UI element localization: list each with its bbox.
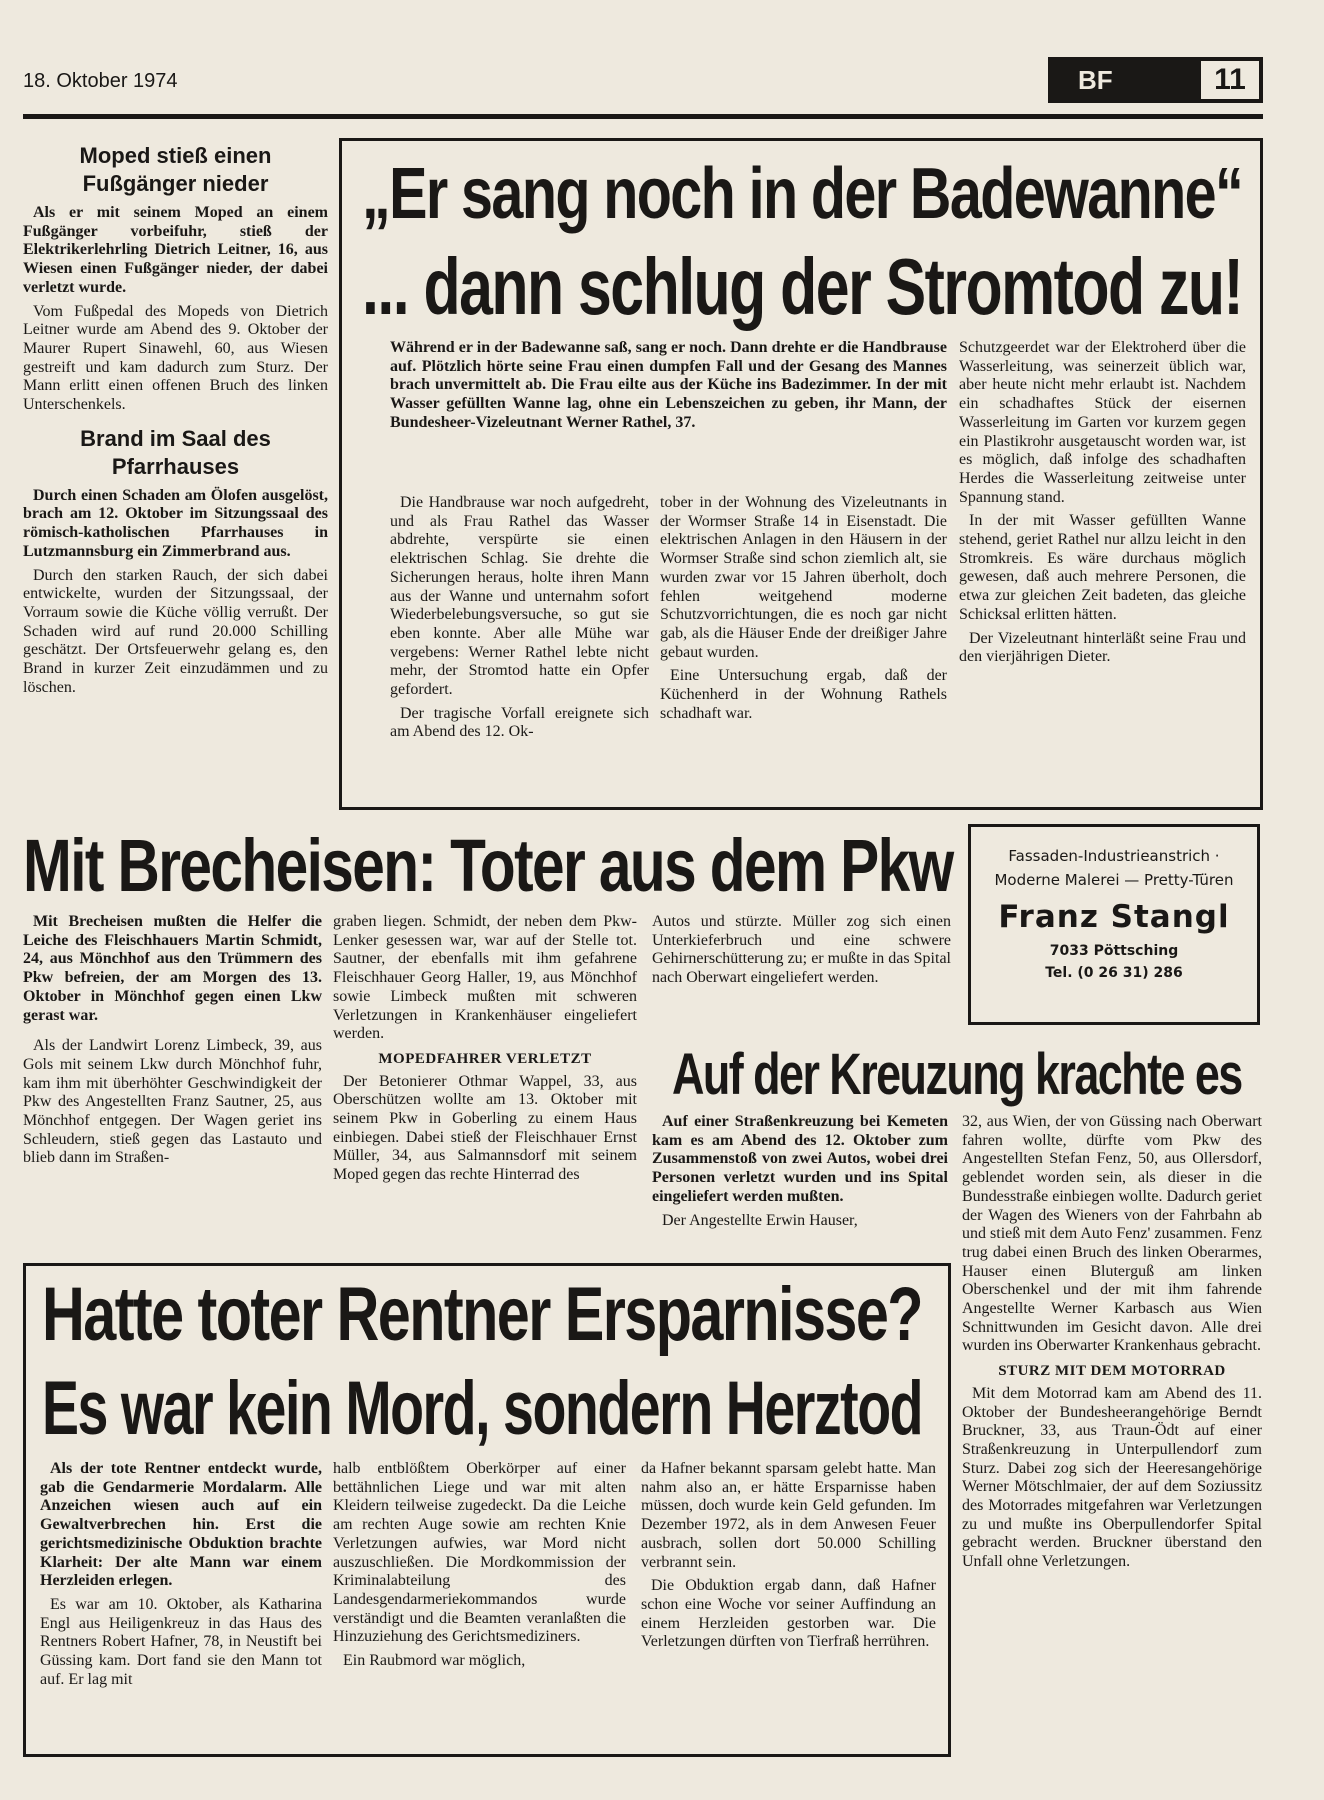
article-column: [962, 1113, 1262, 1572]
headline-line-1: [42, 1270, 922, 1360]
article-column: [40, 1460, 322, 1689]
paragraph: Der tragische Vorfall ereignete sich am Abend des 12. Ok-: [390, 704, 649, 741]
paragraph: da Hafner bekannt sparsam gelebt hatte. Man nahm also an, er hätte Ersparnisse haben müssen, doch wurde kein Geld gefunden. Im Dezember 1972, als in dem Anwesen Feuer ausbrach, sollen dort 50.000 Schilling verbrannt sein.: [641, 1460, 936, 1571]
article-column: [660, 494, 947, 723]
article-column: [23, 913, 322, 1168]
ad-address: 7033 Pöttsching: [1049, 943, 1179, 959]
paragraph: Die Handbrause war noch aufgedreht, und als Frau Rathel das Wasser abdrehte, verspürte sie einen elektrischen Schlag. Sie drehte die Sicherungen heraus, holte ihren Mann aus der Wanne und unternahm sofort Wiederbelebungsversuche, so gut sie eben konnte. Aber alle Mühe war vergebens: Werner Rathel lebte nicht mehr, der Stromtod hatte ein Opfer gefordert.: [390, 494, 649, 699]
paragraph: graben liegen. Schmidt, der neben dem Pkw-Lenker gesessen war, war auf der Stelle tot. Sautner, der ebenfalls mit ihm gefahrene Fleischhauer Georg Haller, 19, aus Mönchhof sowie Limbeck mußten mit schweren Verletzungen in Krankenhäuser eingeliefert werden.: [333, 913, 637, 1043]
article-lead: Als der tote Rentner entdeckt wurde, gab die Gendarmerie Mordalarm. Alle Anzeichen wiesen auch auf ein Gewaltverbrechen hin. Erst die gerichtsmedizinische Obduktion brachte Klarheit: Der alte Mann war einem Herzleiden erlegen.: [40, 1460, 322, 1590]
article-column: [333, 913, 637, 1185]
paragraph: Der Angestellte Erwin Hauser,: [662, 1211, 858, 1229]
paragraph: Die Obduktion ergab dann, daß Hafner schon eine Woche vor seiner Auffindung an einem Herzleiden gestorben war. Die Verletzungen dürften von Tierfraß herrühren.: [641, 1577, 936, 1651]
headline-text: Mit Brecheisen: Toter aus dem Pkw: [23, 824, 953, 907]
article-column: [959, 339, 1246, 667]
headline-text: Es war kein Mord, sondern Herztod: [42, 1366, 923, 1451]
left-column: [23, 138, 328, 697]
paragraph: Eine Untersuchung ergab, daß der Küchenherd in der Wohnung Rathels schadhaft war.: [660, 667, 947, 722]
ad-line: Fassaden-Industrieanstrich ·: [1008, 847, 1220, 865]
paragraph: Schutzgeerdet war der Elektroherd über die Wasserleitung, was seinerzeit üblich war, aber heute nicht mehr erlaubt ist. Nachdem ein schadhaftes Stück der eisernen Wasserleitung im Garten vor kurzem gegen ein Plastikrohr ausgetauscht worden war, ist es möglich, daß infolge des schadhaften Herdes die Wasserleitung zeitweise unter Spannung stand.: [959, 339, 1246, 506]
paragraph: 32, aus Wien, der von Güssing nach Oberwart fahren wollte, dürfte vom Pkw des Angestellten Stefan Fenz, 50, aus Ollersdorf, geblendet worden sein, als dieser in die Bundesstraße einbiegen wollte. Dadurch geriet der Wagen des Wieners von der Fahrbahn ab und stieß mit dem Auto Fenz' zusammen. Fenz trug dabei einen Bruch des linken Oberarmes, Hauser einen Bluterguß am linken Oberschenkel und der mit ihm fahrende Angestellte Werner Karbasch aus Wien Schnittwunden im Gesicht davon. Alle drei wurden ins Oberwarter Krankenhaus gebracht.: [962, 1113, 1262, 1355]
headline-kreuzung: [672, 1040, 1242, 1110]
section-label: BF: [1078, 65, 1113, 95]
article-body: Durch den starken Rauch, der sich dabei entwickelte, wurden der Sitzungssaal, der Vorraum sowie die Küche völlig verrußt. Der Schaden wird auf rund 20.000 Schilling geschätzt. Der Ortsfeuerwehr gelang es, den Brand in kurzer Zeit einzudämmen und zu löschen.: [23, 566, 328, 696]
article-lead: Mit Brecheisen mußten die Helfer die Leiche des Fleischhauers Martin Schmidt, 24, aus Mönchhof aus den Trümmern des Pkw befreien, der am Morgen des 13. Oktober in Mönchhof gegen einen Lkw gerast war.: [23, 913, 322, 1024]
subheading: STURZ MIT DEM MOTORRAD: [998, 1363, 1226, 1380]
paragraph: tober in der Wohnung des Vizeleutnants in der Wormser Straße 14 in Eisenstadt. Die elektrischen Anlagen in den Häusern in der Wormser Straße sind schon ziemlich alt, sie wurden zwar vor 15 Jahren überholt, doch fehlen weitgehend moderne Schutzvorrichtungen, die es noch gar nicht gab, als die Häuser Ende der dreißiger Jahre gebaut wurden.: [660, 494, 947, 661]
subheading: MOPEDFAHRER VERLETZT: [378, 1050, 592, 1067]
paragraph: Als der Landwirt Lorenz Limbeck, 39, aus Gols mit seinem Lkw durch Mönchhof fuhr, kam ihm mit überhöhter Geschwindigkeit der Pkw des Angestellten Franz Sautner, 25, aus Mönchhof entgegen. Der Wagen geriet ins Schleudern, stieß gegen das Lastauto und blieb dann im Straßen-: [23, 1037, 322, 1167]
paragraph: Der Vizeleutnant hinterläßt seine Frau und den vierjährigen Dieter.: [959, 629, 1246, 666]
article-column: [390, 494, 649, 742]
headline-brecheisen: [23, 822, 953, 910]
article-column: [333, 1460, 626, 1671]
headline-text: „Er sang noch in der Badewanne“: [362, 154, 1243, 234]
article-body: Vom Fußpedal des Mopeds von Dietrich Leitner wurde am Abend des 9. Oktober der Maurer Rupert Sinawehl, 60, aus Wiesen gestreift und kam dadurch zum Sturz. Der Mann erlitt einen offenen Bruch des linken Unterschenkels.: [23, 302, 328, 414]
headline-line-1: [362, 152, 1242, 236]
article-lead: Während er in der Badewanne saß, sang er noch. Dann drehte er die Handbrause auf. Plötzlich hörte seine Frau einen dumpfen Fall und der Gesang des Mannes brach unvermittelt ab. Die Frau eilte aus der Küche ins Badezimmer. In der mit Wasser gefüllten Wanne lag, ohne ein Lebenszeichen zu geben, ihr Mann, der Bundesheer-Vizeleutnant Werner Rathel, 37.: [390, 339, 947, 431]
paragraph: Autos und stürzte. Müller zog sich einen Unterkieferbruch und eine schwere Gehirnerschütterung zu; er mußte in das Spital nach Oberwart eingeliefert werden.: [652, 913, 951, 987]
section-badge: [1048, 57, 1263, 103]
paragraph: Der Betonierer Othmar Wappel, 33, aus Oberschützen wollte am 13. Oktober mit seinem Pkw in Goberling zu einem Haus einbiegen. Dabei stieß der Fleischhauer Ernst Müller, 34, aus Salmannsdorf mit seinem Moped gegen das rechte Hinterrad des: [333, 1072, 637, 1184]
paragraph: In der mit Wasser gefüllten Wanne stehend, geriet Rathel nur allzu leicht in den Stromkreis. Es wäre durchaus möglich gewesen, daß auch mehrere Personen, die etwa zur gleichen Zeit badeten, das gleiche Schicksal erlitten hätten.: [959, 512, 1246, 623]
header-rule: [23, 114, 1263, 119]
ad-line: Moderne Malerei — Pretty-Türen: [994, 871, 1234, 889]
ad-phone: Tel. (0 26 31) 286: [1045, 965, 1183, 981]
article-column: [652, 913, 951, 988]
headline-text: Hatte toter Rentner Ersparnisse?: [42, 1272, 922, 1357]
article-column: [641, 1460, 936, 1652]
article-column: [652, 1113, 948, 1230]
paragraph: Es war am 10. Oktober, als Katharina Engl aus Heiligenkreuz in das Haus des Rentners Robert Hafner, 78, in Neustift bei Güssing kam. Dort fand sie den Mann tot auf. Er lag mit: [40, 1595, 322, 1688]
headline-line-2: [42, 1364, 922, 1454]
issue-date: 18. Oktober 1974: [23, 70, 178, 92]
headline-text: Auf der Kreuzung krachte es: [672, 1042, 1242, 1107]
article-lead: Auf einer Straßenkreuzung bei Kemeten kam es am Abend des 12. Oktober zum Zusammenstoß von zwei Autos, wobei drei Personen verletzt wurden und ins Spital eingeliefert werden mußten.: [652, 1113, 948, 1205]
article-lead: Durch einen Schaden am Ölofen ausgelöst, brach am 12. Oktober im Sitzungssaal des römisch-katholischen Pfarrhauses in Lutzmannsburg ein Zimmerbrand aus.: [23, 486, 328, 560]
article-headline: Brand im Saal des Pfarrhauses: [80, 425, 271, 479]
headline-line-2: [362, 240, 1242, 334]
ad-company-name: Franz Stangl: [998, 899, 1230, 935]
paragraph: Ein Raubmord war möglich,: [343, 1652, 526, 1670]
page-number: 11: [1201, 61, 1259, 99]
article-headline: Moped stieß einen Fußgänger nieder: [79, 143, 272, 196]
headline-text: ... dann schlug der Stromtod zu!: [362, 242, 1243, 331]
paragraph: Mit dem Motorrad kam am Abend des 11. Oktober der Bundesheerangehörige Berndt Bruckner, 33, aus Traun-Ödt auf einer Straßenkreuzung in Unterpullendorf zum Sturz. Dabei zog sich der Heeresangehörige Werner Mötschlmaier, der auf dem Soziussitz des Motorrades mitgefahren war Verletzungen zu und mußte ins Oberpullendorfer Spital gebracht werden. Bruckner überstand den Unfall ohne Verletzungen.: [962, 1384, 1262, 1571]
article-lead-block: [390, 339, 947, 433]
article-lead: Als er mit seinem Moped an einem Fußgänger vorbeifuhr, stieß der Elektrikerlehrling Dietrich Leitner, 16, aus Wiesen einen Fußgänger nieder, der dabei verletzt wurde.: [23, 204, 328, 296]
advertisement-franz-stangl: [968, 824, 1260, 1025]
paragraph: halb entblößtem Oberkörper auf einer bettähnlichen Liege und war mit alten Kleidern teilweise zugedeckt. Da die Leiche am rechten Auge sowie am rechten Knie Verletzungen aufwies, war Mord nicht auszuschließen. Die Mordkommission der Kriminalabteilung des Landesgendarmeriekommandos wurde verständigt und die Beamten veranlaßten die Hinzuziehung des Gerichtsmediziners.: [333, 1460, 626, 1646]
